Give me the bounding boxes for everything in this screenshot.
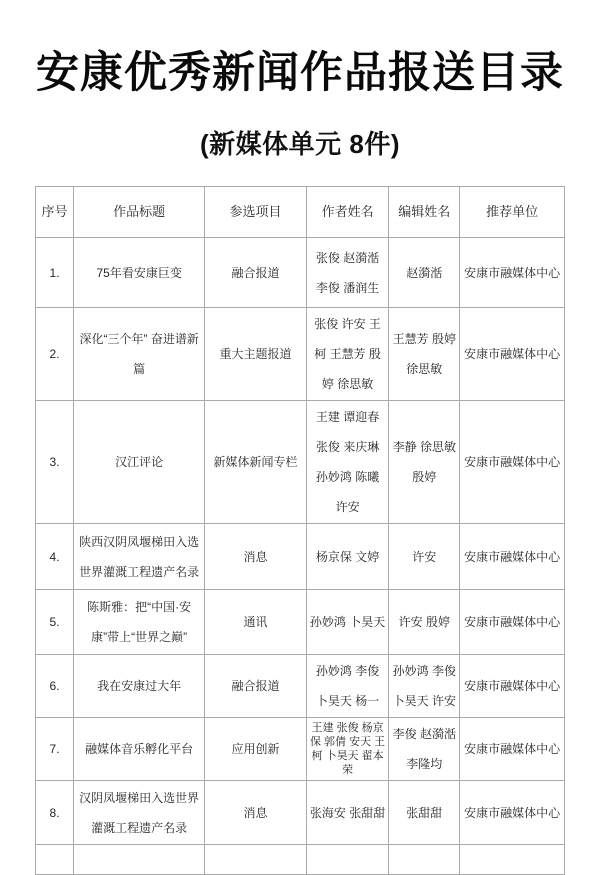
cell-authors: 张海安 张甜甜 xyxy=(306,781,389,845)
page-title: 安康优秀新闻作品报送目录 xyxy=(36,49,564,97)
cell-editors: 孙妙鸿 李俊 卜昊天 许安 xyxy=(389,655,460,718)
cell-authors: 张俊 许安 王柯 王慧芳 殷婷 徐思敏 xyxy=(306,308,389,401)
cell-category: 重大主题报道 xyxy=(205,308,307,401)
table-row xyxy=(36,590,565,655)
table-row xyxy=(36,781,565,845)
cell-editors: 许安 xyxy=(389,524,460,590)
cell-authors: 孙妙鸿 李俊 卜昊天 杨一 xyxy=(306,655,389,718)
cell-editors: 王慧芳 殷婷 徐思敏 xyxy=(389,308,460,401)
cell-unit: 安康市融媒体中心 xyxy=(460,308,565,401)
cell-category: 消息 xyxy=(205,781,307,845)
cell-unit: 安康市融媒体中心 xyxy=(460,524,565,590)
cell-category: 应用创新 xyxy=(205,718,307,781)
submission-catalog-table xyxy=(35,186,565,875)
cell-editors xyxy=(389,845,460,875)
cell-work-title xyxy=(74,845,205,875)
cell-unit: 安康市融媒体中心 xyxy=(460,781,565,845)
cell-category xyxy=(205,845,307,875)
table-row-empty xyxy=(36,845,565,875)
cell-seq: 3. xyxy=(36,401,74,524)
cell-authors xyxy=(306,845,389,875)
cell-category: 融合报道 xyxy=(205,238,307,308)
cell-authors: 王建 张俊 杨京保 郭倩 安天 王柯 卜昊天 翟本荣 xyxy=(306,718,389,781)
cell-seq: 8. xyxy=(36,781,74,845)
header-work-title: 作品标题 xyxy=(74,187,205,238)
page-subtitle: (新媒体单元 8件) xyxy=(199,129,400,160)
cell-unit: 安康市融媒体中心 xyxy=(460,655,565,718)
cell-seq: 7. xyxy=(36,718,74,781)
cell-authors: 王建 谭迎春 张俊 来庆琳 孙妙鸿 陈曦 许安 xyxy=(306,401,389,524)
cell-unit xyxy=(460,845,565,875)
cell-work-title: 汉阴凤堰梯田入选世界灌溉工程遗产名录 xyxy=(74,781,205,845)
cell-category: 融合报道 xyxy=(205,655,307,718)
cell-authors: 孙妙鸿 卜昊天 xyxy=(306,590,389,655)
cell-category: 新媒体新闻专栏 xyxy=(205,401,307,524)
cell-category: 通讯 xyxy=(205,590,307,655)
table-row xyxy=(36,718,565,781)
header-editors: 编辑姓名 xyxy=(389,187,460,238)
cell-work-title: 陈斯雅：把“中国·安康”带上“世界之巅” xyxy=(74,590,205,655)
cell-authors: 杨京保 文婷 xyxy=(306,524,389,590)
cell-seq: 4. xyxy=(36,524,74,590)
cell-work-title: 陕西汉阴凤堰梯田入选世界灌溉工程遗产名录 xyxy=(74,524,205,590)
header-seq: 序号 xyxy=(36,187,74,238)
table-header-row xyxy=(36,187,565,238)
table-row xyxy=(36,655,565,718)
cell-unit: 安康市融媒体中心 xyxy=(460,718,565,781)
table-row xyxy=(36,401,565,524)
cell-work-title: 我在安康过大年 xyxy=(74,655,205,718)
cell-authors: 张俊 赵漪湉 李俊 潘润生 xyxy=(306,238,389,308)
cell-editors: 许安 殷婷 xyxy=(389,590,460,655)
table-row xyxy=(36,308,565,401)
cell-unit: 安康市融媒体中心 xyxy=(460,238,565,308)
cell-seq: 1. xyxy=(36,238,74,308)
cell-editors: 张甜甜 xyxy=(389,781,460,845)
header-unit: 推荐单位 xyxy=(460,187,565,238)
table-row xyxy=(36,524,565,590)
cell-unit: 安康市融媒体中心 xyxy=(460,401,565,524)
cell-editors: 赵漪湉 xyxy=(389,238,460,308)
cell-seq: 6. xyxy=(36,655,74,718)
cell-work-title: 汉江评论 xyxy=(74,401,205,524)
cell-seq: 2. xyxy=(36,308,74,401)
cell-seq: 5. xyxy=(36,590,74,655)
header-authors: 作者姓名 xyxy=(306,187,389,238)
cell-editors: 李静 徐思敏 殷婷 xyxy=(389,401,460,524)
table-row xyxy=(36,238,565,308)
cell-work-title: 深化“三个年” 奋进谱新篇 xyxy=(74,308,205,401)
cell-category: 消息 xyxy=(205,524,307,590)
cell-editors: 李俊 赵漪湉 李隆均 xyxy=(389,718,460,781)
cell-seq xyxy=(36,845,74,875)
cell-work-title: 融媒体音乐孵化平台 xyxy=(74,718,205,781)
cell-unit: 安康市融媒体中心 xyxy=(460,590,565,655)
cell-work-title: 75年看安康巨变 xyxy=(74,238,205,308)
header-category: 参选项目 xyxy=(205,187,307,238)
